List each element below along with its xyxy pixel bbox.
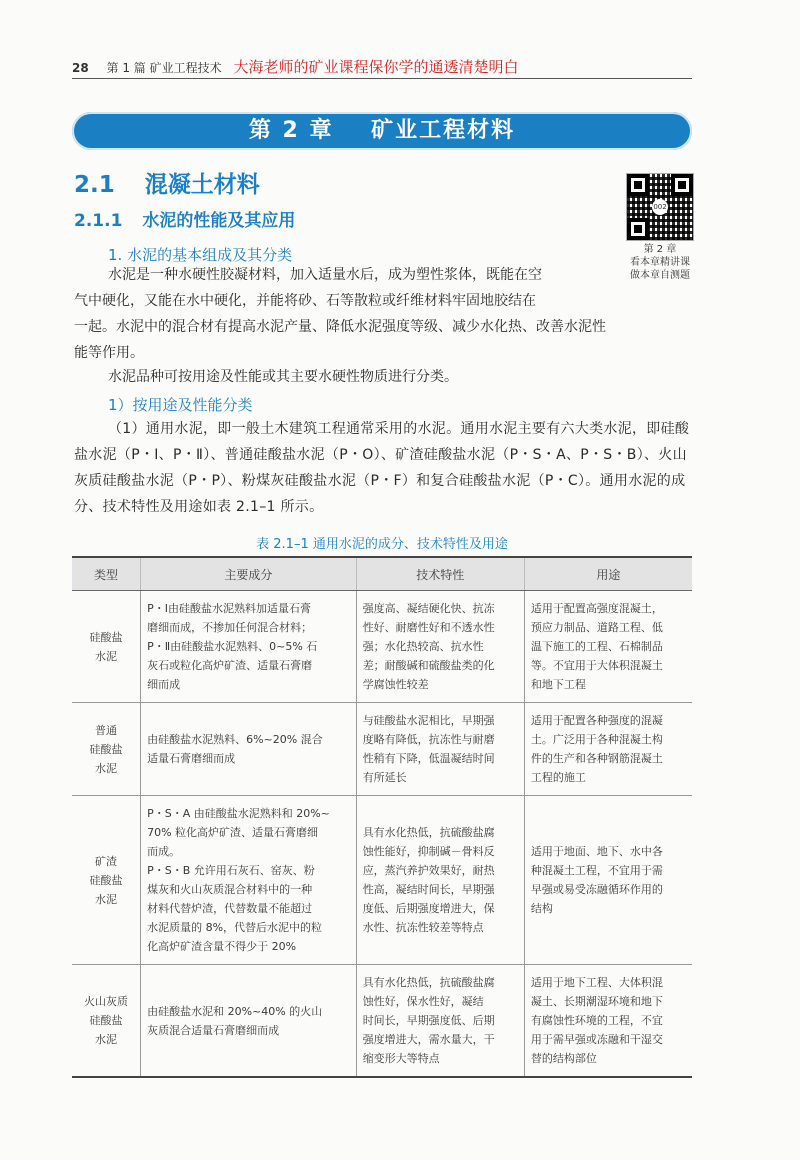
- usage-cell: 适用于配置各种强度的混凝 土。广泛用于各种混凝土构 件的生产和各种钢筋混凝土 工程的施工: [524, 703, 692, 796]
- part-title: 第 1 篇 矿业工程技术: [106, 61, 222, 75]
- chapter-number: 第 2 章: [248, 118, 334, 143]
- qr-caption-line: 看本章精讲课: [630, 257, 690, 268]
- column-header: 主要成分: [141, 557, 357, 591]
- composition-cell: P・S・A 由硅酸盐水泥熟料和 20%~ 70% 粒化高炉矿渣、适量石膏磨细 而成。 P・S・B 允许用石灰石、窑灰、粉 煤灰和火山灰质混合材料中的一种 材料代替炉渣，代替数量不能超过 水泥质量的 8%，代替后水泥中的粒 化高炉矿渣含量不得少于 20%: [141, 796, 357, 965]
- column-header: 技术特性: [356, 557, 524, 591]
- usage-cell: 适用于地面、地下、水中各 种混凝土工程，不宜用于需 早强或易受冻融循环作用的 结构: [524, 796, 692, 965]
- qr-finder-icon: [627, 174, 649, 196]
- composition-cell: P・Ⅰ由硅酸盐水泥熟料加适量石膏 磨细而成，不掺加任何混合材料； P・Ⅱ由硅酸盐水泥熟料、0~5% 石 灰石或粒化高炉矿渣、适量石膏磨 细而成: [141, 591, 357, 703]
- properties-cell: 强度高、凝结硬化快、抗冻 性好、耐磨性好和不透水性 强；水化热较高、抗水性 差；耐酸碱和硫酸盐类的化 学腐蚀性较差: [356, 591, 524, 703]
- page-number: 28: [72, 61, 89, 75]
- usage-cell: 适用于地下工程、大体积混 凝土、长期潮湿环境和地下 有腐蚀性环境的工程，不宜 用于需早强或冻融和干湿交 替的结构部位: [524, 965, 692, 1078]
- qr-caption-line: 第 2 章: [643, 244, 677, 255]
- qr-caption-line: 做本章自测题: [630, 270, 690, 281]
- table-header-row: [72, 557, 692, 591]
- topic-heading: 1. 水泥的基本组成及其分类: [108, 246, 293, 264]
- body-paragraph: 水泥品种可按用途及性能或其主要水硬性物质进行分类。: [108, 369, 458, 385]
- body-paragraph: （1）通用水泥，即一般土木建筑工程通常采用的水泥。通用水泥主要有六大类水泥，即硅酸盐水泥（P・Ⅰ、P・Ⅱ）、普通硅酸盐水泥（P・O）、矿渣硅酸盐水泥（P・S・A、P・S・B）、火山灰质硅酸盐水泥（P・P）、粉煤灰硅酸盐水泥（P・F）和复合硅酸盐水泥（P・C）。通用水泥的成分、技术特性及用途如表 2.1–1 所示。: [74, 421, 690, 515]
- qr-finder-icon: [671, 174, 693, 196]
- body-paragraph: [74, 262, 692, 366]
- table-row: [72, 965, 692, 1078]
- chapter-title: 矿业工程材料: [371, 118, 516, 143]
- type-cell: 火山灰质 硅酸盐 水泥: [72, 965, 141, 1078]
- running-header: [72, 56, 518, 77]
- header-divider: [72, 78, 692, 79]
- qr-finder-icon: [627, 218, 649, 240]
- properties-cell: 与硅酸盐水泥相比，早期强 度略有降低，抗冻性与耐磨 性稍有下降，低温凝结时间 有所延长: [356, 703, 524, 796]
- qr-code[interactable]: [626, 173, 694, 241]
- paragraph-line: 水泥是一种水硬性胶凝材料，加入适量水后，成为塑性浆体，既能在空: [108, 267, 542, 283]
- topic-heading: 1）按用途及性能分类: [108, 396, 253, 414]
- subsection-number: 2.1.1: [74, 211, 123, 231]
- table-caption: 表 2.1–1 通用水泥的成分、技术特性及用途: [256, 537, 508, 552]
- table-row: [72, 796, 692, 965]
- section-number: 2.1: [74, 172, 115, 198]
- composition-cell: 由硅酸盐水泥和 20%~40% 的火山 灰质混合适量石膏磨细而成: [141, 965, 357, 1078]
- column-header: 用途: [524, 557, 692, 591]
- composition-cell: 由硅酸盐水泥熟料、6%~20% 混合 适量石膏磨细而成: [141, 703, 357, 796]
- cement-table: [72, 556, 692, 1078]
- table-row: [72, 703, 692, 796]
- subsection-title: 水泥的性能及其应用: [142, 211, 296, 231]
- properties-cell: 具有水化热低，抗硫酸盐腐 蚀性能好，抑制碱－骨料反 应，蒸汽养护效果好，耐热 性高，凝结时间长，早期强 度低、后期强度增进大，保 水性、抗冻性较差等特点: [356, 796, 524, 965]
- usage-cell: 适用于配置高强度混凝土， 预应力制品、道路工程、低 温下施工的工程、石棉制品 等。不宜用于大体积混凝土 和地下工程: [524, 591, 692, 703]
- chapter-banner: [72, 112, 692, 150]
- type-cell: 矿渣 硅酸盐 水泥: [72, 796, 141, 965]
- column-header: 类型: [72, 557, 141, 591]
- paragraph-text: 气中硬化，又能在水中硬化，并能将砂、石等散粒或纤维材料牢固地胶结在 一起。水泥中的混合材有提高水泥产量、降低水泥强度等级、减少水化热、改善水泥性 能等作用。: [74, 293, 606, 361]
- table-row: [72, 591, 692, 703]
- section-heading: [74, 166, 260, 199]
- type-cell: 硅酸盐 水泥: [72, 591, 141, 703]
- properties-cell: 具有水化热低，抗硫酸盐腐 蚀性好，保水性好，凝结 时间长，早期强度低、后期 强度增进大，需水量大，干 缩变形大等特点: [356, 965, 524, 1078]
- section-title: 混凝土材料: [144, 172, 260, 198]
- type-cell: 普通 硅酸盐 水泥: [72, 703, 141, 796]
- qr-label: 002: [652, 199, 668, 215]
- subsection-heading: [74, 206, 295, 231]
- promo-text: 大海老师的矿业课程保你学的通透清楚明白: [233, 58, 519, 76]
